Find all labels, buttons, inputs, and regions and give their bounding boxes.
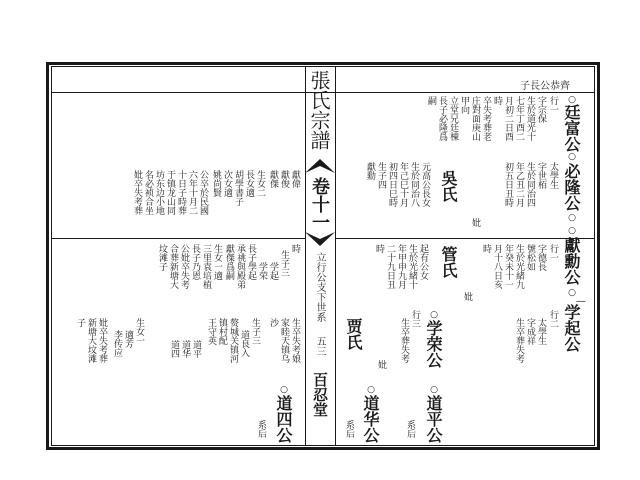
ring-marker: ○: [567, 213, 577, 223]
record-text: 妣卒失考葬: [132, 170, 142, 215]
left-mid-rule: [51, 238, 306, 239]
record-text: 于镇龙山同: [165, 170, 175, 215]
record-text: 元高公長女: [420, 162, 430, 207]
record-text: 獻俊: [279, 170, 289, 188]
record-text: 生於道光十: [525, 96, 535, 141]
name-xian-xun: 獻勳公: [562, 237, 581, 285]
name-ting-fu: 廷富公: [562, 104, 581, 152]
record-text: 妣卒失考葬: [97, 318, 107, 363]
record-text: 獻傑爲嗣: [224, 244, 234, 280]
record-text: 生子三: [250, 318, 260, 345]
link-dash: —: [576, 296, 586, 307]
record-text: 年己巳十月: [398, 162, 408, 207]
xi-hou-label: 系后: [256, 420, 266, 438]
record-text: 長子乃恩: [190, 244, 200, 280]
record-text: 道良入: [239, 330, 249, 357]
fishtail-mark-lower: [305, 232, 335, 248]
record-text: 獻偉: [290, 170, 300, 188]
record-text: 生女一: [134, 318, 144, 345]
record-text: 初五日丑時: [503, 162, 513, 207]
record-text: 時: [374, 244, 384, 253]
record-text: 道华: [180, 340, 190, 358]
record-text: 立堂兄廷棟: [448, 96, 458, 141]
record-text: 字德長: [536, 244, 546, 271]
record-text: 赘城关镇河: [228, 318, 238, 363]
record-text: 太學生: [536, 318, 546, 345]
ring-marker: ○: [366, 385, 376, 395]
record-text: 坟滩子: [157, 244, 167, 271]
record-text: 太學生: [548, 162, 558, 189]
name-jia-shi: 贾氏: [344, 318, 363, 350]
name-wu-shi: 吳氏: [439, 170, 458, 202]
record-text: 道四: [169, 340, 179, 358]
name-dao-ping: 道平公: [424, 395, 443, 443]
hall-name: 百忍堂: [311, 372, 329, 417]
record-text: 長子學起: [246, 244, 256, 280]
fishtail-mark-upper: [305, 157, 335, 173]
record-text: 生於光緒十: [407, 244, 417, 289]
record-text: 公妣卒失考: [179, 244, 189, 289]
ring-marker: ○: [567, 226, 577, 236]
record-text: 月初二日酉: [503, 96, 513, 141]
record-text: 妣: [376, 360, 386, 369]
record-text: 道平: [191, 340, 201, 358]
record-text: 生卒失考娘: [290, 318, 300, 363]
record-text: 十日子時葬: [176, 170, 186, 215]
center-right-rule: [335, 66, 336, 446]
ring-marker: ○: [567, 95, 577, 105]
header-caption: 子長公恭齊: [520, 81, 570, 92]
record-text: 卒失考葬老: [481, 96, 491, 141]
record-text: 行三: [410, 310, 420, 328]
book-title: 張氏宗譜: [307, 70, 331, 150]
name-xue-rong: 学荣公: [424, 320, 443, 368]
record-text: 新塘大坟滩: [86, 318, 96, 363]
record-text: 家睦天镇乌: [279, 318, 289, 363]
record-text: 次女適: [222, 170, 232, 197]
record-text: 行一: [548, 244, 558, 262]
record-text: 二十九日丑: [385, 244, 395, 289]
record-text: 長女適: [244, 170, 254, 197]
name-dao-si: 道四公: [274, 395, 293, 443]
ring-marker: ○: [429, 310, 439, 320]
record-text: 姚尚賢: [211, 170, 221, 197]
xi-hou-label: 系后: [405, 420, 415, 438]
right-mid-rule: [335, 238, 595, 239]
record-text: 胡學書子: [233, 170, 243, 206]
section-label: 立行公支下世系: [314, 252, 325, 322]
record-text: 起有公女: [418, 244, 428, 280]
record-text: 生女二: [255, 170, 265, 197]
record-text: 沙: [268, 318, 278, 327]
xi-hou-label: 系后: [344, 420, 354, 438]
record-text: 妣: [470, 218, 480, 227]
record-text: 合葬新塘大: [168, 244, 178, 289]
record-text: 王守英: [206, 318, 216, 345]
name-bi-long: 必隆公: [562, 163, 581, 211]
ring-marker: ○: [279, 385, 289, 395]
record-text: 年乙丑二月: [514, 162, 524, 207]
record-text: 初四日巳時: [387, 162, 397, 207]
record-text: 號松如: [525, 244, 535, 271]
record-text: 名必祯合坐: [143, 170, 153, 215]
record-text: 镇村配: [217, 318, 227, 345]
ring-marker: ○: [567, 288, 577, 298]
record-text: 承祧與殿弟: [235, 244, 245, 289]
record-text: 生女一適: [212, 244, 222, 280]
record-text: 坊东边小地: [154, 170, 164, 215]
record-text: 公卒於民國: [198, 170, 208, 215]
record-text: 生卒葬失考: [399, 318, 409, 363]
volume-label: 卷十一: [309, 177, 330, 231]
record-text: 生於光緒九: [514, 244, 524, 289]
record-text: 李传应: [112, 330, 122, 357]
record-text: 時: [481, 244, 491, 253]
record-text: 字宗保: [536, 96, 546, 123]
record-text: 生卒葬失考: [514, 318, 524, 363]
record-text: 三里袁培植: [201, 244, 211, 289]
record-text: 行二: [548, 310, 558, 328]
ring-marker: ○: [429, 385, 439, 395]
ring-marker: ○: [567, 152, 577, 162]
record-text: 月十八日亥: [492, 244, 502, 289]
record-text: 獻傑: [268, 170, 278, 188]
record-text: 甲向: [459, 96, 469, 114]
record-text: 字成祥: [525, 318, 535, 345]
record-text: 生於同治四: [525, 162, 535, 207]
record-text: 時: [290, 244, 300, 253]
name-dao-hua: 道华公: [361, 395, 380, 443]
record-text: 年甲申九月: [396, 244, 406, 289]
record-text: 学起: [268, 262, 278, 280]
record-text: 庄對面庚山: [470, 96, 480, 141]
record-text: 字世栢: [536, 162, 546, 189]
record-text: 生子四: [376, 162, 386, 189]
record-text: 長子必隆爲: [437, 96, 447, 141]
record-text: 時: [492, 96, 502, 105]
record-text: 獻勳: [365, 162, 375, 180]
record-text: 生於同治八: [409, 162, 419, 207]
record-text: 適芳: [123, 330, 133, 348]
record-text: 嗣: [426, 96, 436, 105]
record-text: 妣: [462, 292, 472, 301]
name-xue-qi: 学起公: [562, 304, 581, 352]
name-guan-shi: 管氏: [439, 246, 458, 278]
record-text: 子: [75, 318, 85, 327]
center-left-rule: [305, 66, 306, 446]
record-text: 六年十月二: [187, 170, 197, 215]
page-number: 五三: [314, 336, 325, 356]
record-text: 学荣: [257, 262, 267, 280]
record-text: 行一: [548, 96, 558, 114]
record-text: 生子三: [279, 250, 289, 277]
record-text: 七年丁酉二: [514, 96, 524, 141]
record-text: 年癸未十一: [503, 244, 513, 289]
